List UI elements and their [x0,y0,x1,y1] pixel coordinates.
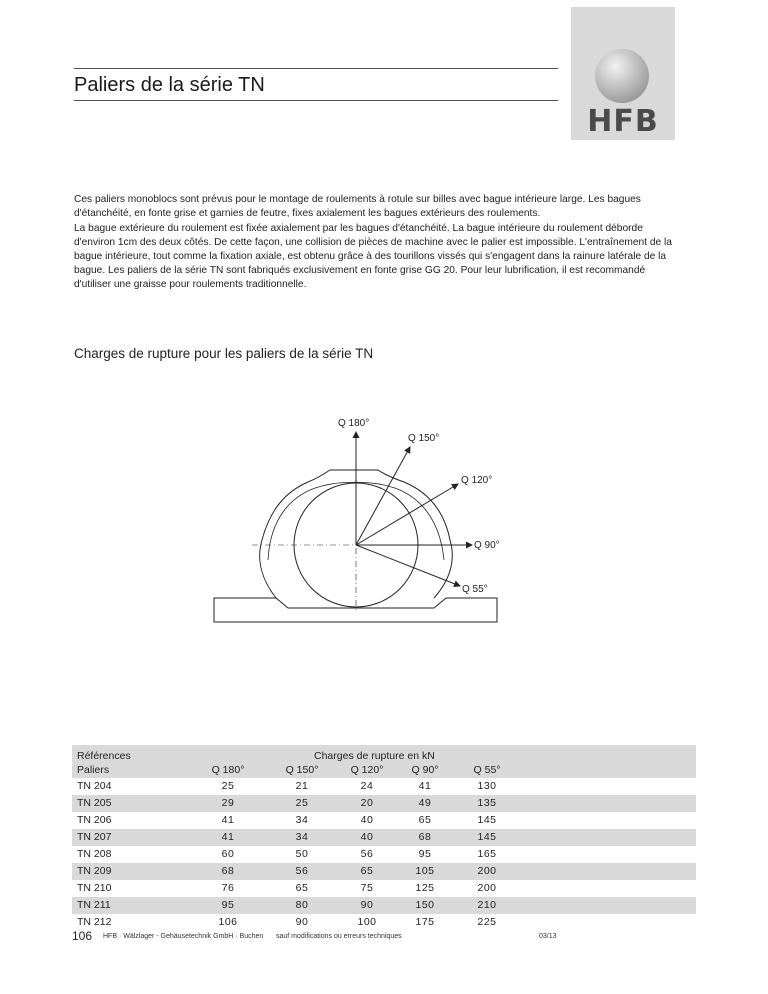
cell-value: 125 [415,882,435,894]
table-row [72,812,696,829]
label-q120: Q 120° [461,475,493,486]
cell-value: 24 [360,780,374,792]
table-row [72,778,696,795]
footer-company: HFB · Wälzlager - Gehäusetechnik GmbH · Buchen [103,933,264,940]
cell-reference: TN 210 [77,882,112,894]
cell-reference: TN 205 [77,797,112,809]
table-row [72,897,696,914]
cell-value: 34 [295,831,309,843]
cell-value: 41 [418,780,432,792]
cell-value: 145 [477,814,497,826]
cell-value: 41 [221,814,235,826]
arrow-q150 [356,447,410,545]
cell-value: 49 [418,797,432,809]
page-number: 106 [72,929,93,943]
cell-value: 76 [221,882,235,894]
cell-value: 41 [221,831,235,843]
cell-reference: TN 207 [77,831,112,843]
table-row [72,863,696,880]
label-q180: Q 180° [338,418,370,429]
cell-value: 200 [477,882,497,894]
cell-value: 95 [221,899,235,911]
cell-value: 150 [415,899,435,911]
cell-value: 200 [477,865,497,877]
cell-value: 106 [218,916,238,928]
cell-reference: TN 211 [77,899,111,911]
cell-value: 21 [295,780,309,792]
cell-value: 40 [360,831,374,843]
breaking-loads-table [72,745,696,931]
cell-value: 50 [295,848,309,860]
cell-value: 95 [418,848,432,860]
bearing-load-diagram [205,410,515,632]
intro-paragraph-2: La bague extérieure du roulement est fixée axialement par les bagues d'étanchéité. La bague intérieure du roulement déborde d'environ 1cm des deux côtés. De cette façon, une collision de pièces de machine avec le palier est impossible. L'entraînement de la bague intérieure, tout comme la fixation axiale, est obtenu grâce à des tourillons vissés qui s'engagent dans la rainure latérale de la bague. Les paliers de la série TN sont fabriqués exclusivement en fonte grise GG 20. Pour leur lubrification, il est recommandé d'utiliser une graisse pour roulements traditionnelle. [74,223,672,290]
cell-reference: TN 212 [77,916,112,928]
cell-value: 210 [477,899,497,911]
cell-value: 68 [221,865,235,877]
table-row [72,829,696,846]
label-q55: Q 55° [462,584,488,595]
table-row [72,846,696,863]
cell-value: 105 [415,865,435,877]
cell-value: 34 [295,814,309,826]
page-footer [0,929,768,949]
header-q120: Q 120° [350,764,384,776]
cell-reference: TN 204 [77,780,112,792]
cell-value: 90 [295,916,309,928]
logo-sphere-icon [595,49,649,103]
cell-value: 56 [360,848,374,860]
table-row [72,880,696,897]
cell-value: 165 [477,848,497,860]
cell-value: 225 [477,916,497,928]
cell-value: 68 [418,831,432,843]
cell-value: 145 [477,831,497,843]
title-rule-top [74,68,558,69]
cell-value: 25 [221,780,235,792]
footer-date: 03/13 [539,933,557,940]
cell-value: 56 [295,865,309,877]
header-breaking-loads: Charges de rupture en kN [314,750,435,762]
cell-reference: TN 209 [77,865,112,877]
page-title: Paliers de la série TN [74,74,265,96]
header-q180: Q 180° [211,764,245,776]
logo-text: HFB [587,104,659,139]
arrow-q120 [356,484,458,545]
header-paliers: Paliers [77,764,110,776]
cell-value: 90 [360,899,374,911]
cell-value: 65 [295,882,309,894]
cell-value: 100 [357,916,377,928]
cell-value: 80 [295,899,309,911]
cell-reference: TN 206 [77,814,112,826]
cell-value: 130 [477,780,497,792]
cell-value: 65 [418,814,432,826]
label-q90: Q 90° [474,540,500,551]
cell-value: 29 [221,797,235,809]
header-q150: Q 150° [285,764,319,776]
footer-note: sauf modifications ou erreurs techniques [276,933,402,940]
housing-base [214,598,497,622]
header-q55: Q 55° [473,764,501,776]
intro-paragraph-1: Ces paliers monoblocs sont prévus pour le montage de roulements à rotule sur billes avec bague intérieure large. Les bagues d'étanchéité, en fonte grise et garnies de feutre, fixes axialement les bagues extérieurs des roulements. [74,194,641,219]
cell-value: 40 [360,814,374,826]
cell-value: 60 [221,848,235,860]
cell-value: 65 [360,865,374,877]
label-q150: Q 150° [408,433,440,444]
hfb-logo [571,7,675,140]
diagram-heading: Charges de rupture pour les paliers de la série TN [74,346,374,361]
title-rule-bottom [74,100,558,101]
table-header [72,745,696,778]
header-q90: Q 90° [411,764,439,776]
cell-value: 75 [360,882,374,894]
table-row [72,795,696,812]
arrow-q55 [356,545,460,586]
cell-value: 135 [477,797,497,809]
cell-value: 20 [360,797,374,809]
header-references: Références [77,750,131,762]
table-body [72,778,696,931]
cell-value: 25 [295,797,309,809]
cell-reference: TN 208 [77,848,112,860]
cell-value: 175 [415,916,435,928]
